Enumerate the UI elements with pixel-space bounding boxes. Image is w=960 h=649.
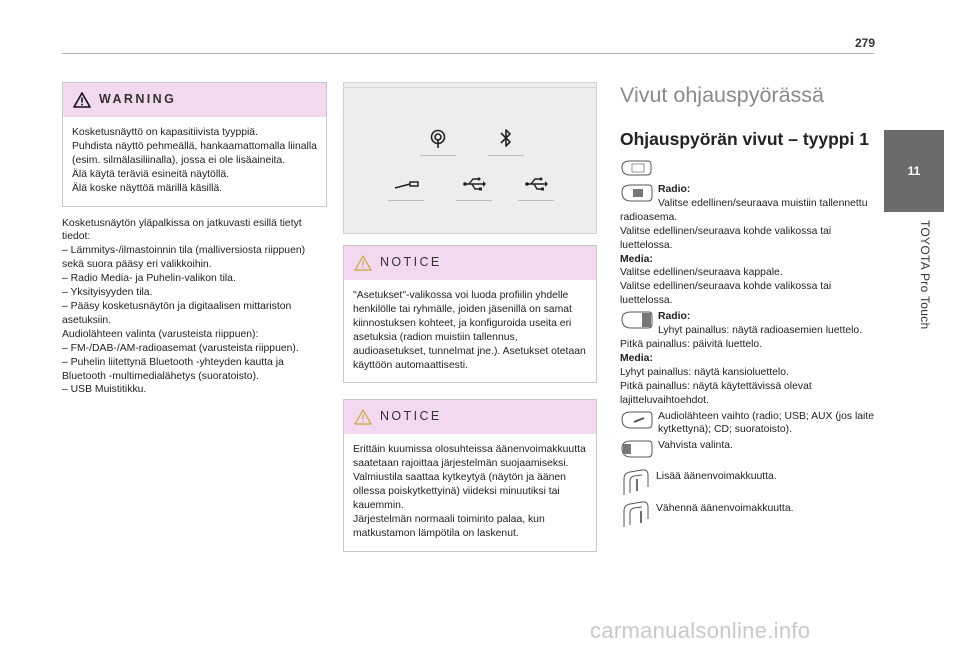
- steering-switch-icon: [620, 410, 654, 430]
- entry-text: Audiolähteen vaihto (radio; USB; AUX (jos laite kytkettynä); CD; suoratoisto).: [658, 410, 875, 436]
- entry-text: Pitkä painallus: päivitä luettelo.: [620, 338, 763, 350]
- entry-text: Lisää äänenvoimakkuutta.: [656, 471, 777, 483]
- entry-text: Vahvista valinta.: [658, 440, 733, 452]
- entry-text: Valitse edellinen/seuraava kappale.: [620, 267, 783, 279]
- notice-label: NOTICE: [380, 255, 442, 270]
- chapter-tab-number: 11: [907, 164, 921, 178]
- entry-heading: Radio:: [658, 311, 691, 323]
- icon-underline: [388, 200, 424, 201]
- steering-switch-icon: [620, 439, 654, 459]
- list-item: – Lämmitys-/ilmastoinnin tila (malliversiosta riippuen) sekä suora pääsy eri valikkoihin.: [62, 245, 306, 271]
- notice-body: [344, 280, 596, 382]
- entry-text: Valitse edellinen/seuraava kohde valikossa tai luettelossa.: [620, 225, 832, 251]
- notice-triangle-icon: [354, 255, 372, 271]
- notice-text: "Asetukset"-valikossa voi luoda profiilin yhdelle henkilölle tai ryhmälle, joiden jäsenillä on samat kiinnostuksen kohteet, ja konfiguroida useita eri asetuksia (radion muistiin tallennus, audioasetukset, tunnelmat jne.). Asetukset otetaan käyttöön automaattisesti.: [353, 290, 586, 371]
- control-entry-5: [620, 467, 880, 497]
- entry-text: Valitse edellinen/seuraava kohde valikossa tai luettelossa.: [620, 281, 832, 307]
- control-entry-2: [620, 310, 880, 407]
- entry-text: Lyhyt painallus: näytä kansioluettelo.: [620, 366, 789, 378]
- entry-heading: Radio:: [658, 184, 691, 195]
- entry-heading: Media:: [620, 352, 653, 364]
- subsection-title: Ohjauspyörän vivut – tyyppi 1: [620, 129, 869, 149]
- middle-column: [343, 82, 597, 552]
- list-item: – Yksityisyyden tila.: [62, 287, 153, 299]
- illustration-band: [344, 87, 596, 88]
- paragraph: Kosketusnäytön yläpalkissa on jatkuvasti esillä tietyt tiedot:: [62, 217, 302, 243]
- source-icons-illustration: [343, 82, 597, 234]
- warning-line: Kosketusnäyttö on kapasitiivista tyyppiä.: [72, 127, 258, 138]
- control-entry-6: [620, 499, 880, 529]
- paragraph: Audiolähteen valinta (varusteista riippuen):: [62, 328, 259, 340]
- left-body-text: [62, 217, 327, 398]
- entry-text: Pitkä painallus: näytä käytettävissä olevat lajitteluvaihtoehdot.: [620, 380, 812, 406]
- usb-icon: [525, 177, 549, 191]
- volume-lever-icon: [620, 467, 652, 497]
- notice-text: Erittäin kuumissa olosuhteissa äänenvoimakkuutta saatetaan rajoittaa järjestelmän suojaamiseksi. Valmiustila saattaa kytkeytyä (näytön ja äänen ollessa poiskytkettyinä) viideksi minuutiksi tai kauemmin.: [353, 444, 586, 512]
- volume-lever-icon: [620, 499, 652, 529]
- usb-icon: [463, 177, 487, 191]
- chapter-title: TOYOTA Pro Touch: [918, 220, 932, 330]
- steering-switch-icon: [620, 183, 654, 203]
- left-column: [62, 82, 327, 397]
- radio-icon: [427, 127, 449, 149]
- warning-line: Älä koske näyttöä märillä käsillä.: [72, 182, 223, 194]
- top-rule: [62, 53, 874, 54]
- aux-cable-icon: [394, 179, 420, 191]
- notice-triangle-icon: [354, 409, 372, 425]
- icon-underline: [456, 200, 492, 201]
- list-item: – Pääsy kosketusnäytön ja digitaalisen mittariston asetuksiin.: [62, 300, 292, 326]
- entry-heading: Media:: [620, 253, 653, 265]
- bluetooth-icon: [499, 127, 513, 149]
- chapter-tab: [884, 130, 944, 212]
- control-entry-4: [620, 439, 880, 459]
- warning-box: [62, 82, 327, 207]
- control-entry-1: [620, 183, 880, 308]
- steering-switch-icon: [620, 310, 654, 330]
- entry-text: Vähennä äänenvoimakkuutta.: [656, 503, 794, 515]
- notice-box: [343, 245, 597, 383]
- warning-line: Puhdista näyttö pehmeällä, hankaamattomalla liinalla (esim. silmälasiliinalla), jossa ei ole lisäaineita.: [72, 140, 317, 166]
- steering-switch-icon: [620, 159, 652, 177]
- page-number: 279: [854, 36, 875, 50]
- watermark: carmanualsonline.info: [590, 618, 811, 643]
- warning-header: [63, 83, 326, 117]
- notice-label-2: NOTICE: [380, 409, 442, 424]
- list-item: – FM-/DAB-/AM-radioasemat (varusteista riippuen).: [62, 342, 299, 354]
- entry-text: Lyhyt painallus: näytä radioasemien luettelo.: [658, 325, 863, 337]
- icon-underline: [518, 200, 554, 201]
- warning-line: Älä käytä teräviä esineitä näytöllä.: [72, 168, 230, 180]
- icon-underline: [420, 155, 456, 156]
- icon-underline: [488, 155, 524, 156]
- list-item: – Radio Media- ja Puhelin-valikon tila.: [62, 273, 236, 285]
- section-title: Vivut ohjauspyörässä: [620, 83, 824, 107]
- notice-header: [344, 246, 596, 280]
- control-entry-3: [620, 410, 880, 438]
- warning-triangle-icon: [73, 92, 91, 108]
- list-item: – USB Muistitikku.: [62, 384, 147, 396]
- notice-text: Järjestelmän normaali toiminto palaa, kun matkustamon lämpötila on laskenut.: [353, 513, 545, 539]
- notice-box-2: [343, 399, 597, 551]
- entry-text: Valitse edellinen/seuraava muistiin tallennettu radioasema.: [620, 197, 868, 223]
- list-item: – Puhelin liitettynä Bluetooth -yhteyden kautta ja Bluetooth -multimedialähetys (suoratoisto).: [62, 356, 284, 382]
- warning-body: [63, 117, 326, 206]
- warning-label: WARNING: [99, 92, 177, 107]
- right-column: [620, 82, 880, 529]
- notice-header-2: [344, 400, 596, 434]
- notice-body-2: [344, 434, 596, 550]
